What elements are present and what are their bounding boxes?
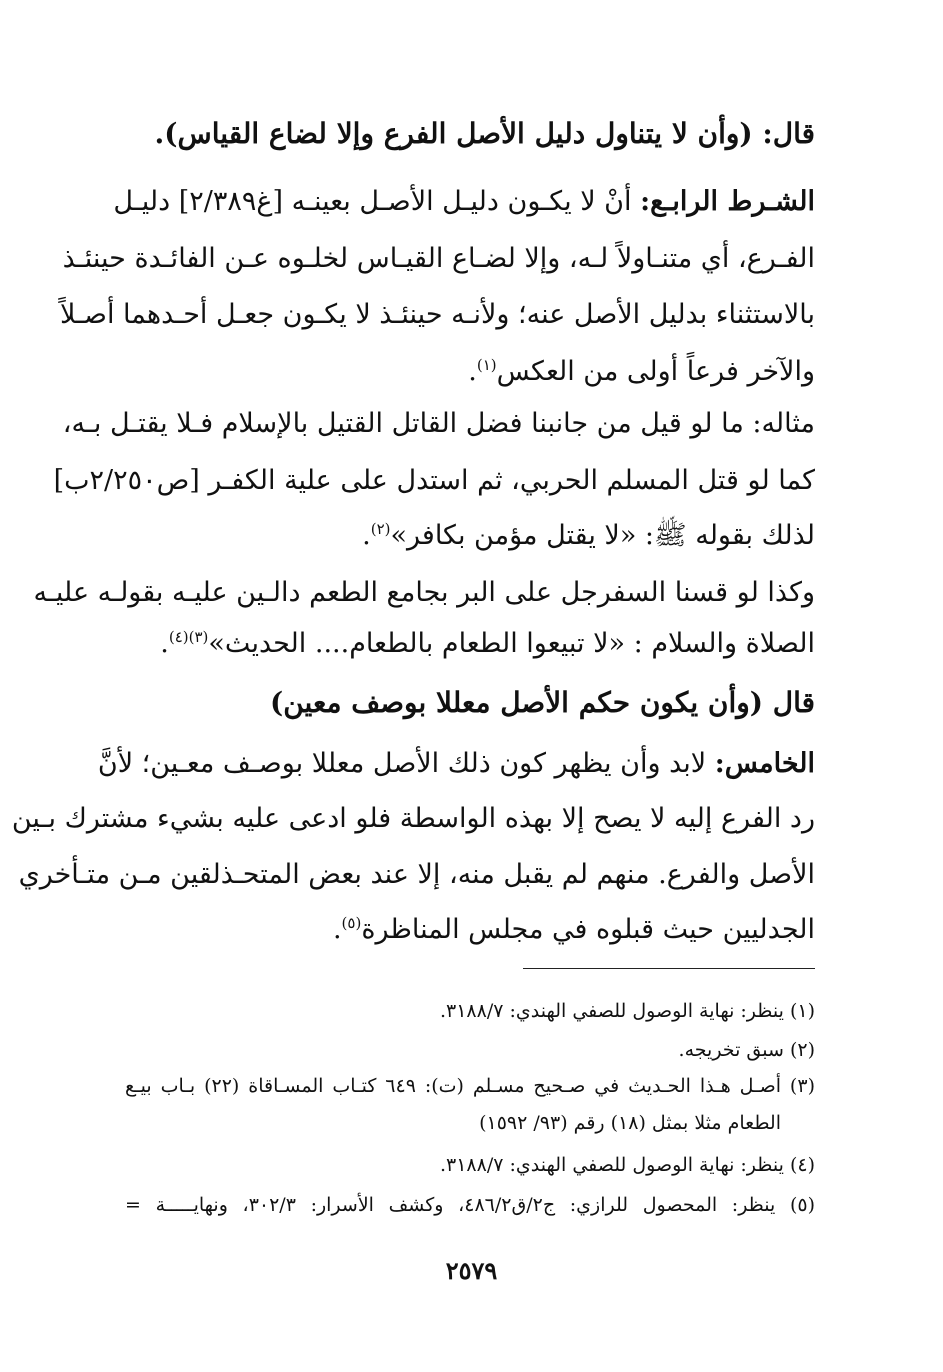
line-text: بالاستثناء بدليل الأصل عنه؛ ولأنـه حينئـذ لا يكـون جعـل أحـدهما أصـلاً bbox=[60, 299, 815, 330]
line-text: قال (وأن يكون حكم الأصل معللا بوصف معين) bbox=[269, 686, 815, 719]
lead-term: الشـرط الرابـع: bbox=[640, 186, 815, 217]
line-text: الصلاة والسلام : «لا تبيعوا الطعام بالطعام.... الحديث» bbox=[208, 628, 815, 659]
line-text: الفـرع، أي متنـاولاً لـه، وإلا لضـاع القيـاس لخلـوه عـن الفائـدة حينئـذ bbox=[62, 243, 815, 274]
footnote-ref: (٢) bbox=[370, 520, 391, 538]
footnote-ref: (٥) bbox=[341, 914, 362, 932]
line-text: قال: (وأن لا يتناول دليل الأصل الفرع وإلا لضاع القياس). bbox=[154, 117, 815, 150]
text-line bbox=[62, 237, 815, 281]
text-line bbox=[125, 622, 815, 666]
text-line bbox=[113, 180, 815, 224]
footnote-separator bbox=[523, 968, 815, 969]
line-text: رد الفرع إليه لا يصح إلا بهذه الواسطة فلو ادعى عليه بشيء مشترك بـين bbox=[11, 803, 815, 834]
text-line bbox=[97, 742, 815, 786]
text-line bbox=[125, 908, 815, 952]
text-line bbox=[62, 402, 815, 446]
line-end: . bbox=[468, 356, 477, 387]
line-end: . bbox=[332, 914, 342, 945]
line-text: أنْ لا يكـون دليـل الأصـل بعينـه [غ٢/٣٨٩] دليـل bbox=[113, 186, 641, 217]
line-text: الجدليين حيث قبلوه في مجلس المناظرة bbox=[361, 914, 815, 945]
section-heading bbox=[125, 112, 815, 156]
footnote: (٣) أصـل هـذا الحـديث في صـحيح مسـلم (ت): ٦٤٩ كتـاب المسـاقاة (٢٢) بـاب بيـع bbox=[125, 1075, 815, 1097]
text-line bbox=[125, 350, 815, 394]
line-end: . bbox=[362, 520, 371, 551]
text-line bbox=[18, 853, 815, 897]
footnote: (٥) ينظر: المحصول للرازي: ج٢/ق٤٨٦/٢، وكشف الأسرار: ٣٠٢/٣، ونهايـــــة = bbox=[125, 1194, 816, 1216]
footnote: (٤) ينظر: نهاية الوصول للصفي الهندي: ٣١٨٨/٧. bbox=[439, 1154, 815, 1176]
line-text: لابد وأن يظهر كون ذلك الأصل معللا بوصـف معـين؛ لأنَّ bbox=[97, 748, 715, 779]
footnote: (٢) سبق تخريجه. bbox=[678, 1039, 815, 1061]
line-end: . bbox=[160, 628, 169, 659]
line-text: الأصل والفرع. منهم لم يقبل منه، إلا عند بعض المتحـذلقين مـن متـأخري bbox=[18, 859, 815, 890]
line-text: والآخر فرعاً أولى من العكس bbox=[496, 356, 815, 387]
line-text: مثاله: ما لو قيل من جانبنا فضل القاتل القتيل بالإسلام فـلا يقتـل بـه، bbox=[62, 408, 815, 439]
footnote-ref: (٣)(٤) bbox=[168, 628, 209, 646]
text-line bbox=[53, 459, 815, 503]
section-heading bbox=[125, 681, 815, 725]
footnote: الطعام مثلا بمثل (١٨) رقم (٩٣/ ١٥٩٢) bbox=[479, 1112, 781, 1134]
text-line bbox=[60, 293, 815, 337]
footnote: (١) ينظر: نهاية الوصول للصفي الهندي: ٣١٨٨/٧. bbox=[439, 1000, 815, 1022]
line-text: لذلك بقوله ﷺ: «لا يقتل مؤمن بكافر» bbox=[390, 520, 815, 551]
line-text: وكذا لو قسنا السفرجل على البر بجامع الطعم دالـين عليـه بقولـه عليـه bbox=[33, 577, 815, 608]
line-text: كما لو قتل المسلم الحربي، ثم استدل على علية الكفـر [ص٢/٢٥٠ب] bbox=[53, 465, 815, 496]
text-line bbox=[33, 571, 815, 615]
lead-term: الخامس: bbox=[714, 748, 815, 779]
text-line bbox=[125, 514, 815, 558]
page-number: ٢٥٧٩ bbox=[445, 1256, 498, 1285]
text-line bbox=[11, 797, 815, 841]
footnote-ref: (١) bbox=[476, 356, 497, 374]
